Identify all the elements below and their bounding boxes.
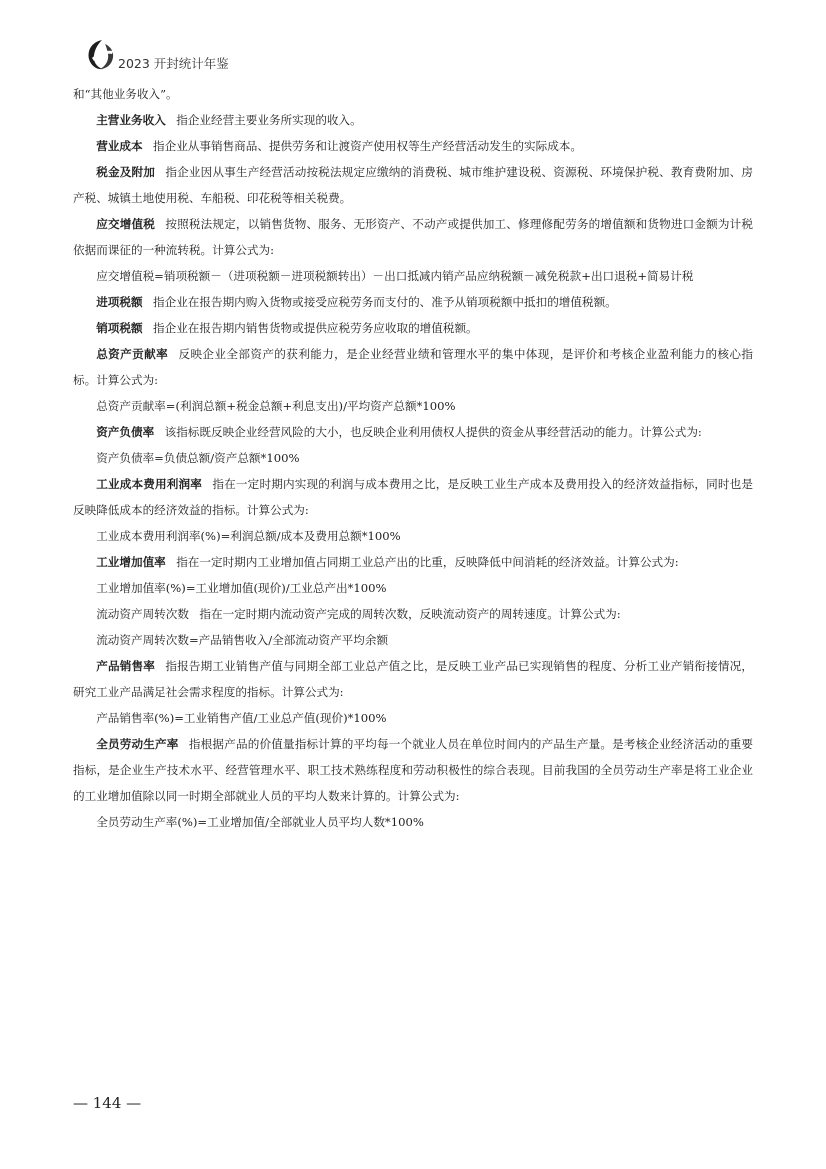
definition-term: 工业增加值率: [96, 555, 166, 569]
definition-text: 指在一定时期内流动资产完成的周转次数，反映流动资产的周转速度。计算公式为:: [199, 607, 621, 621]
definition-entry: [73, 653, 753, 705]
article-body: [73, 81, 753, 835]
definition-entry: [73, 601, 753, 627]
definition-entry: [73, 211, 753, 263]
definition-term: 总资产贡献率: [96, 347, 169, 361]
formula-line: 流动资产周转次数=产品销售收入/全部流动资产平均余额: [96, 633, 389, 647]
definition-term: 产品销售率: [96, 659, 155, 673]
definition-term: 税金及附加: [96, 165, 155, 179]
definition-term: 销项税额: [96, 321, 143, 335]
definition-text: 指在一定时期内工业增加值占同期工业总产出的比重，反映降低中间消耗的经济效益。计算公式为:: [176, 555, 679, 569]
formula-line: 全员劳动生产率(%)=工业增加值/全部就业人员平均人数*100%: [96, 815, 424, 829]
definition-entry: [73, 731, 753, 809]
definition-entry: [73, 107, 753, 133]
definition-term: 应交增值税: [96, 217, 155, 231]
definition-text: 指企业在报告期内购入货物或接受应税劳务而支付的、准予从销项税额中抵扣的增值税额。: [153, 295, 617, 309]
definition-text: 该指标既反映企业经营风险的大小，也反映企业利用债权人提供的资金从事经营活动的能力。计算公式为:: [164, 425, 702, 439]
definition-entry: [73, 159, 753, 211]
definition-text: 指报告期工业销售产值与同期全部工业总产值之比，是反映工业产品已实现销售的程度、分析工业产销衔接情况，研究工业产品满足社会需求程度的指标。计算公式为:: [73, 659, 753, 699]
formula-line: 总资产贡献率=(利润总额+税金总额+利息支出)/平均资产总额*100%: [96, 399, 456, 413]
definition-text: 指在一定时期内实现的利润与成本费用之比，是反映工业生产成本及费用投入的经济效益指标，同时也是反映降低成本的经济效益的指标。计算公式为:: [73, 477, 753, 517]
definition-term: 流动资产周转次数: [96, 607, 189, 621]
definition-term: 全员劳动生产率: [96, 737, 179, 751]
definition-text: 反映企业全部资产的获利能力，是企业经营业绩和管理水平的集中体现，是评价和考核企业盈利能力的核心指标。计算公式为:: [73, 347, 753, 387]
definition-entry: [73, 419, 753, 445]
definition-text: 指企业因从事生产经营活动按税法规定应缴纳的消费税、城市维护建设税、资源税、环境保护税、教育费附加、房产税、城镇土地使用税、车船税、印花税等相关税费。: [73, 165, 753, 205]
definition-text: 指企业从事销售商品、提供劳务和让渡资产使用权等生产经营活动发生的实际成本。: [153, 139, 582, 153]
definition-term: 主营业务收入: [96, 113, 166, 127]
definition-term: 工业成本费用利润率: [96, 477, 202, 491]
definition-term: 进项税额: [96, 295, 143, 309]
definition-entry: [73, 315, 753, 341]
page-number: — 144 —: [73, 1094, 142, 1112]
definition-text: 指企业在报告期内销售货物或提供应税劳务应收取的增值税额。: [153, 321, 478, 335]
yearbook-logo-icon: [86, 38, 116, 72]
formula-line: 工业成本费用利润率(%)=利润总额/成本及费用总额*100%: [96, 529, 401, 543]
page-header: [86, 38, 766, 78]
definition-entry: [73, 133, 753, 159]
formula-line: 应交增值税=销项税额－（进项税额－进项税额转出）－出口抵减内销产品应纳税额－减免税款+出口退税+简易计税: [96, 269, 694, 283]
definition-term: 营业成本: [96, 139, 143, 153]
definition-text: 指企业经营主要业务所实现的收入。: [176, 113, 362, 127]
definition-entry: [73, 471, 753, 523]
definition-text: 指根据产品的价值量指标计算的平均每一个就业人员在单位时间内的产品生产量。是考核企业经济活动的重要指标，是企业生产技术水平、经营管理水平、职工技术熟练程度和劳动积极性的综合表现。目前我国的全员劳动生产率是将工业企业的工业增加值除以同一时期全部就业人员的平均人数来计算的。计算公式为:: [73, 737, 753, 803]
yearbook-title: 2023 开封统计年鉴: [118, 56, 229, 71]
formula-line: 工业增加值率(%)=工业增加值(现价)/工业总产出*100%: [96, 581, 387, 595]
definition-text: 按照税法规定，以销售货物、服务、无形资产、不动产或提供加工、修理修配劳务的增值额和货物进口金额为计税依据而课征的一种流转税。计算公式为:: [73, 217, 753, 257]
definition-term: 资产负债率: [96, 425, 155, 439]
definition-entry: [73, 549, 753, 575]
lead-text: 和“其他业务收入”。: [73, 87, 178, 101]
definition-entry: [73, 289, 753, 315]
definition-list: [73, 107, 753, 835]
definition-entry: [73, 341, 753, 393]
formula-line: 产品销售率(%)=工业销售产值/工业总产值(现价)*100%: [96, 711, 387, 725]
formula-line: 资产负债率=负债总额/资产总额*100%: [96, 451, 300, 465]
